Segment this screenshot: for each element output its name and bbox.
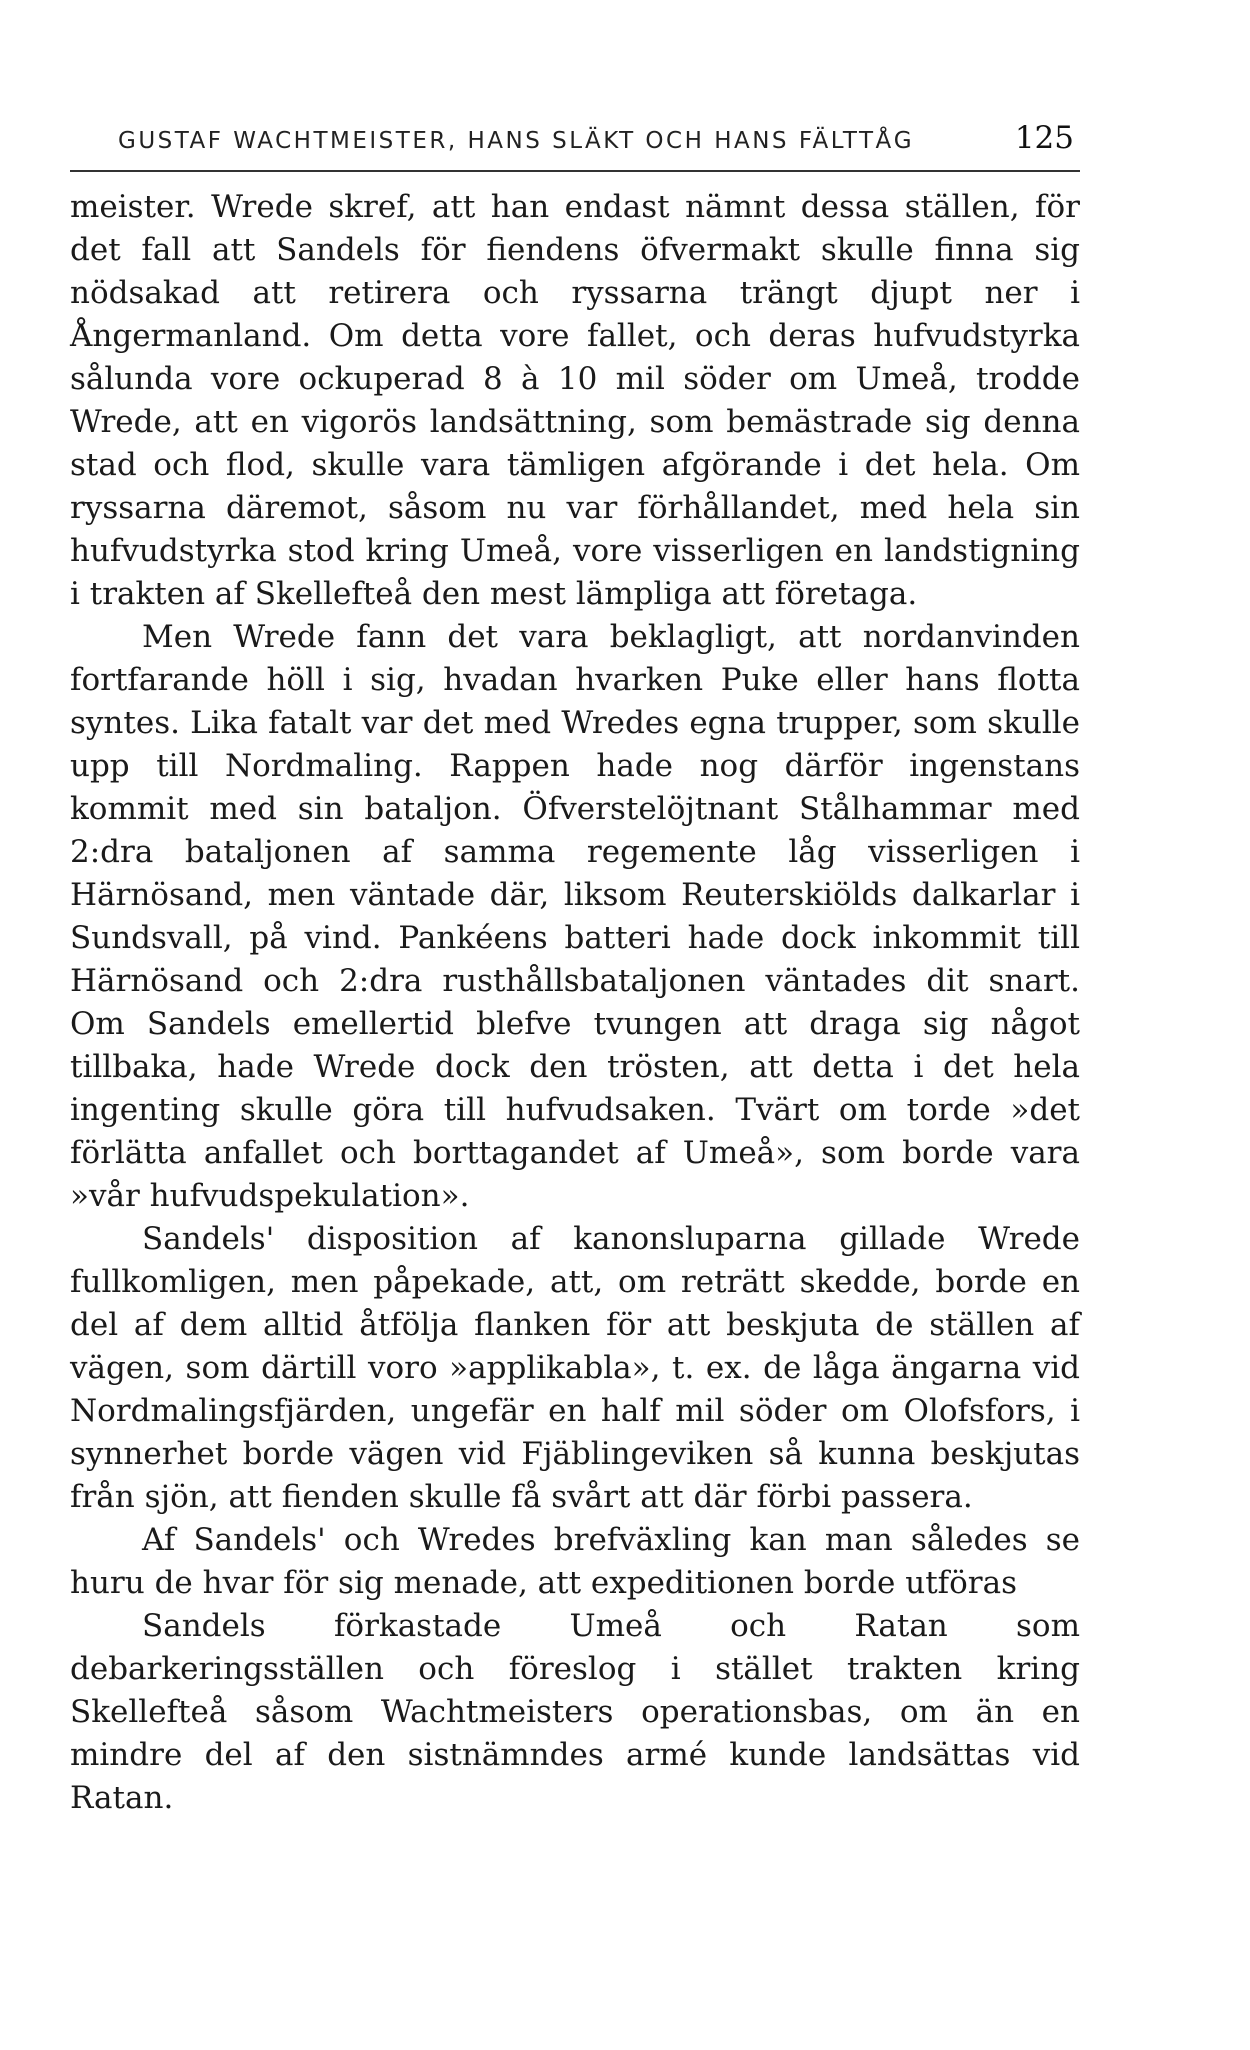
paragraph: meister. Wrede skref, att han endast nämnt dessa ställen, för det fall att Sandels för fiendens öfvermakt skulle finna sig nödsakad att retirera och ryssarna trängt djupt ner i Ångermanland. Om detta vore fallet, och deras hufvudstyrka sålunda vore ockuperad 8 à 10 mil söder om Umeå, trodde Wrede, att en vigorös landsättning, som bemästrade sig denna stad och flod, skulle vara tämligen afgörande i det hela. Om ryssarna däremot, såsom nu var förhållandet, med hela sin hufvudstyrka stod kring Umeå, vore visserligen en landstigning i trakten af Skellefteå den mest lämpliga att företaga. [70, 189, 1080, 612]
book-page [70, 120, 1080, 2000]
body-text [70, 186, 1080, 1820]
paragraph: Af Sandels' och Wredes brefväxling kan man således se huru de hvar för sig menade, att expeditionen borde utföras [70, 1522, 1080, 1601]
paragraph: Sandels' disposition af kanonsluparna gillade Wrede fullkomligen, men påpekade, att, om reträtt skedde, borde en del af dem alltid åtfölja flanken för att beskjuta de ställen af vägen, som därtill voro »applikabla», t. ex. de låga ängarna vid Nordmalingsfjärden, ungefär en half mil söder om Olofsfors, i synnerhet borde vägen vid Fjäblingeviken så kunna beskjutas från sjön, att fienden skulle få svårt att där förbi passera. [70, 1221, 1080, 1515]
running-head [70, 120, 1080, 172]
paragraph: Sandels förkastade Umeå och Ratan som debarkeringsställen och föreslog i stället trakten kring Skellefteå såsom Wachtmeisters operationsbas, om än en mindre del af den sistnämndes armé kunde landsättas vid Ratan. [70, 1608, 1080, 1816]
running-title: GUSTAF WACHTMEISTER, HANS SLÄKT OCH HANS FÄLTTÅG [118, 128, 915, 154]
page-number: 125 [1014, 120, 1074, 156]
paragraph: Men Wrede fann det vara beklagligt, att nordanvinden fortfarande höll i sig, hvadan hvarken Puke eller hans flotta syntes. Lika fatalt var det med Wredes egna trupper, som skulle upp till Nordmaling. Rappen hade nog därför ingenstans kommit med sin bataljon. Öfverstelöjtnant Stålhammar med 2:dra bataljonen af samma regemente låg visserligen i Härnösand, men väntade där, liksom Reuterskiölds dalkarlar i Sundsvall, på vind. Pankéens batteri hade dock inkommit till Härnösand och 2:dra rusthållsbataljonen väntades dit snart. Om Sandels emellertid blefve tvungen att draga sig något tillbaka, hade Wrede dock den trösten, att detta i det hela ingenting skulle göra till hufvudsaken. Tvärt om torde »det förlätta anfallet och borttagandet af Umeå», som borde vara »vår hufvudspekulation». [70, 619, 1080, 1214]
